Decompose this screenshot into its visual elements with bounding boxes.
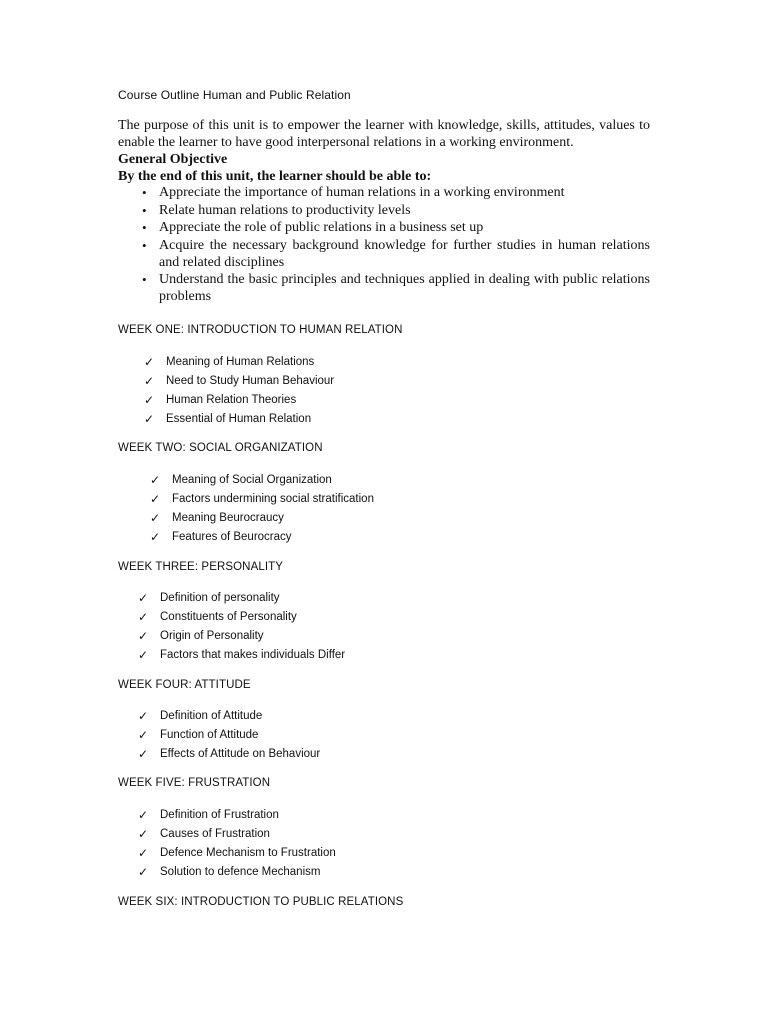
objective-item: • Understand the basic principles and techniques applied in dealing with public relations problems — [142, 272, 650, 304]
check-icon: ✓ — [150, 511, 161, 525]
list-item: ✓ Features of Beurocracy — [150, 528, 374, 547]
objectives-list — [118, 184, 650, 306]
objective-intro: By the end of this unit, the learner should be able to: — [118, 169, 432, 184]
objective-item: • Acquire the necessary background knowledge for further studies in human relations and related disciplines — [142, 237, 650, 270]
bullet-icon: • — [142, 237, 147, 253]
list-item: ✓ Human Relation Theories — [144, 391, 334, 410]
check-icon: ✓ — [150, 492, 161, 506]
check-icon: ✓ — [138, 846, 149, 860]
check-icon: ✓ — [138, 827, 149, 841]
list-item: ✓ Origin of Personality — [138, 627, 345, 646]
check-icon: ✓ — [138, 728, 149, 742]
list-item: ✓ Effects of Attitude on Behaviour — [138, 745, 320, 764]
list-item: ✓ Definition of Attitude — [138, 707, 320, 726]
week-five-topics — [138, 806, 336, 882]
list-item: ✓ Essential of Human Relation — [144, 410, 334, 429]
check-icon: ✓ — [144, 393, 155, 407]
check-icon: ✓ — [138, 747, 149, 761]
bullet-icon: • — [142, 202, 147, 218]
week-two-topics — [150, 471, 374, 547]
list-item: ✓ Meaning of Human Relations — [144, 353, 334, 372]
check-icon: ✓ — [138, 709, 149, 723]
check-icon: ✓ — [138, 648, 149, 662]
week-three-topics — [138, 589, 345, 665]
list-item: ✓ Meaning Beurocraucy — [150, 509, 374, 528]
week-six-heading: WEEK SIX: INTRODUCTION TO PUBLIC RELATIONS — [118, 896, 404, 908]
list-item: ✓ Factors undermining social stratification — [150, 490, 374, 509]
week-one-heading: WEEK ONE: INTRODUCTION TO HUMAN RELATION — [118, 324, 403, 336]
check-icon: ✓ — [138, 808, 149, 822]
list-item: ✓ Factors that makes individuals Differ — [138, 646, 345, 665]
week-three-heading: WEEK THREE: PERSONALITY — [118, 561, 284, 573]
week-two-heading: WEEK TWO: SOCIAL ORGANIZATION — [118, 442, 323, 454]
check-icon: ✓ — [138, 865, 149, 879]
week-five-heading: WEEK FIVE: FRUSTRATION — [118, 777, 271, 789]
bullet-icon: • — [142, 272, 147, 287]
check-icon: ✓ — [144, 355, 155, 369]
check-icon: ✓ — [144, 374, 155, 388]
week-one-topics — [144, 353, 334, 429]
list-item: ✓ Meaning of Social Organization — [150, 471, 374, 490]
list-item: ✓ Definition of personality — [138, 589, 345, 608]
list-item: ✓ Need to Study Human Behaviour — [144, 372, 334, 391]
check-icon: ✓ — [150, 530, 161, 544]
check-icon: ✓ — [138, 610, 149, 624]
check-icon: ✓ — [150, 473, 161, 487]
bullet-icon: • — [142, 185, 147, 200]
week-four-heading: WEEK FOUR: ATTITUDE — [118, 679, 251, 691]
list-item: ✓ Solution to defence Mechanism — [138, 863, 336, 882]
list-item: ✓ Constituents of Personality — [138, 608, 345, 627]
objective-item: • Appreciate the importance of human relations in a working environment — [142, 185, 565, 200]
check-icon: ✓ — [138, 591, 149, 605]
list-item: ✓ Defence Mechanism to Frustration — [138, 844, 336, 863]
check-icon: ✓ — [138, 629, 149, 643]
document-title: Course Outline Human and Public Relation — [118, 88, 351, 102]
week-four-topics — [138, 707, 320, 764]
purpose-paragraph: The purpose of this unit is to empower the learner with knowledge, skills, attitudes, values to enable the learner to have good interpersonal relations in a working environment. — [118, 118, 650, 150]
bullet-icon: • — [142, 220, 147, 235]
objective-item: • Relate human relations to productivity levels — [142, 202, 411, 218]
check-icon: ✓ — [144, 412, 155, 426]
general-objective-heading: General Objective — [118, 152, 228, 167]
list-item: ✓ Function of Attitude — [138, 726, 320, 745]
list-item: ✓ Definition of Frustration — [138, 806, 336, 825]
objective-item: • Appreciate the role of public relations in a business set up — [142, 220, 484, 235]
list-item: ✓ Causes of Frustration — [138, 825, 336, 844]
